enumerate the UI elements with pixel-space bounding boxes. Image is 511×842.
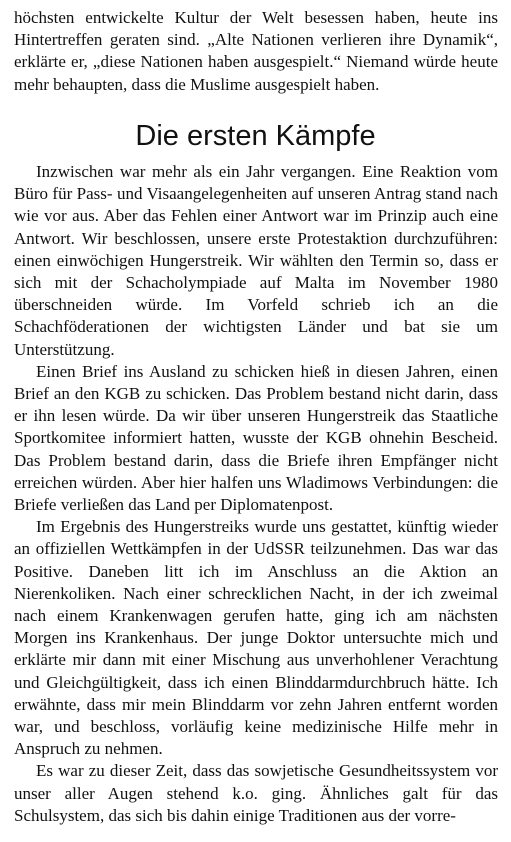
- intro-text-block: [14, 7, 498, 96]
- paragraph-1: Inzwischen war mehr als ein Jahr vergangen. Eine Reaktion vom Büro für Pass- und Visaangelegenheiten auf unseren Antrag stand nach wie vor aus. Aber das Fehlen einer Antwort war im Prinzip auch eine Antwort. Wir beschlossen, unsere erste Protestaktion durchzuführen: einen einwöchigen Hungerstreik. Wir wählten den Termin so, dass er sich mit der Schacholympiade auf Malta im November 1980 überschneiden würde. Im Vorfeld schrieb ich an die Schachföderationen der wichtigsten Länder und bat sie um Unterstützung.: [14, 162, 498, 359]
- body-text-block: [14, 161, 498, 827]
- section-heading: Die ersten Kämpfe: [135, 120, 376, 152]
- paragraph-4: Es war zu dieser Zeit, dass das sowjetische Gesundheitssystem vor unser aller Augen stehend k.o. ging. Ähnliches galt für das Schulsystem, das sich bis dahin einige Traditionen aus der vorre-: [14, 761, 498, 825]
- intro-paragraph: höchsten entwickelte Kultur der Welt besessen haben, heute ins Hintertreffen geraten sind. „Alte Nationen verlieren ihre Dynamik“, erklärte er, „diese Nationen haben ausgespielt.“ Niemand würde heute mehr behaupten, dass die Muslime ausgespielt haben.: [14, 8, 498, 94]
- paragraph-3: Im Ergebnis des Hungerstreiks wurde uns gestattet, künftig wieder an offiziellen Wettkämpfen in der UdSSR teilzunehmen. Das war das Positive. Daneben litt ich im Anschluss an die Aktion an Nierenkoliken. Nach einer schrecklichen Nacht, in der ich zweimal nach einem Krankenwagen gerufen hatte, ging ich am nächsten Morgen ins Krankenhaus. Der junge Doktor untersuchte mich und erklärte mir dann mit einer Mischung aus unverhohlener Verachtung und Gleichgültigkeit, dass ich einen Blinddarmdurchbruch hätte. Ich erwähnte, dass mir mein Blinddarm vor zehn Jahren entfernt worden war, und beschloss, vorläufig keine medizinische Hilfe mehr in Anspruch zu nehmen.: [14, 517, 498, 759]
- paragraph-2: Einen Brief ins Ausland zu schicken hieß in diesen Jahren, einen Brief an den KGB zu schicken. Das Problem bestand nicht darin, dass er ihn lesen würde. Da wir über unseren Hungerstreik das Staatliche Sportkomitee informiert hatten, wusste der KGB ohnehin Bescheid. Das Problem bestand darin, dass die Briefe ihren Empfänger nicht erreichen würden. Aber hier halfen uns Wladimows Verbindungen: die Briefe verließen das Land per Diplomatenpost.: [14, 361, 498, 515]
